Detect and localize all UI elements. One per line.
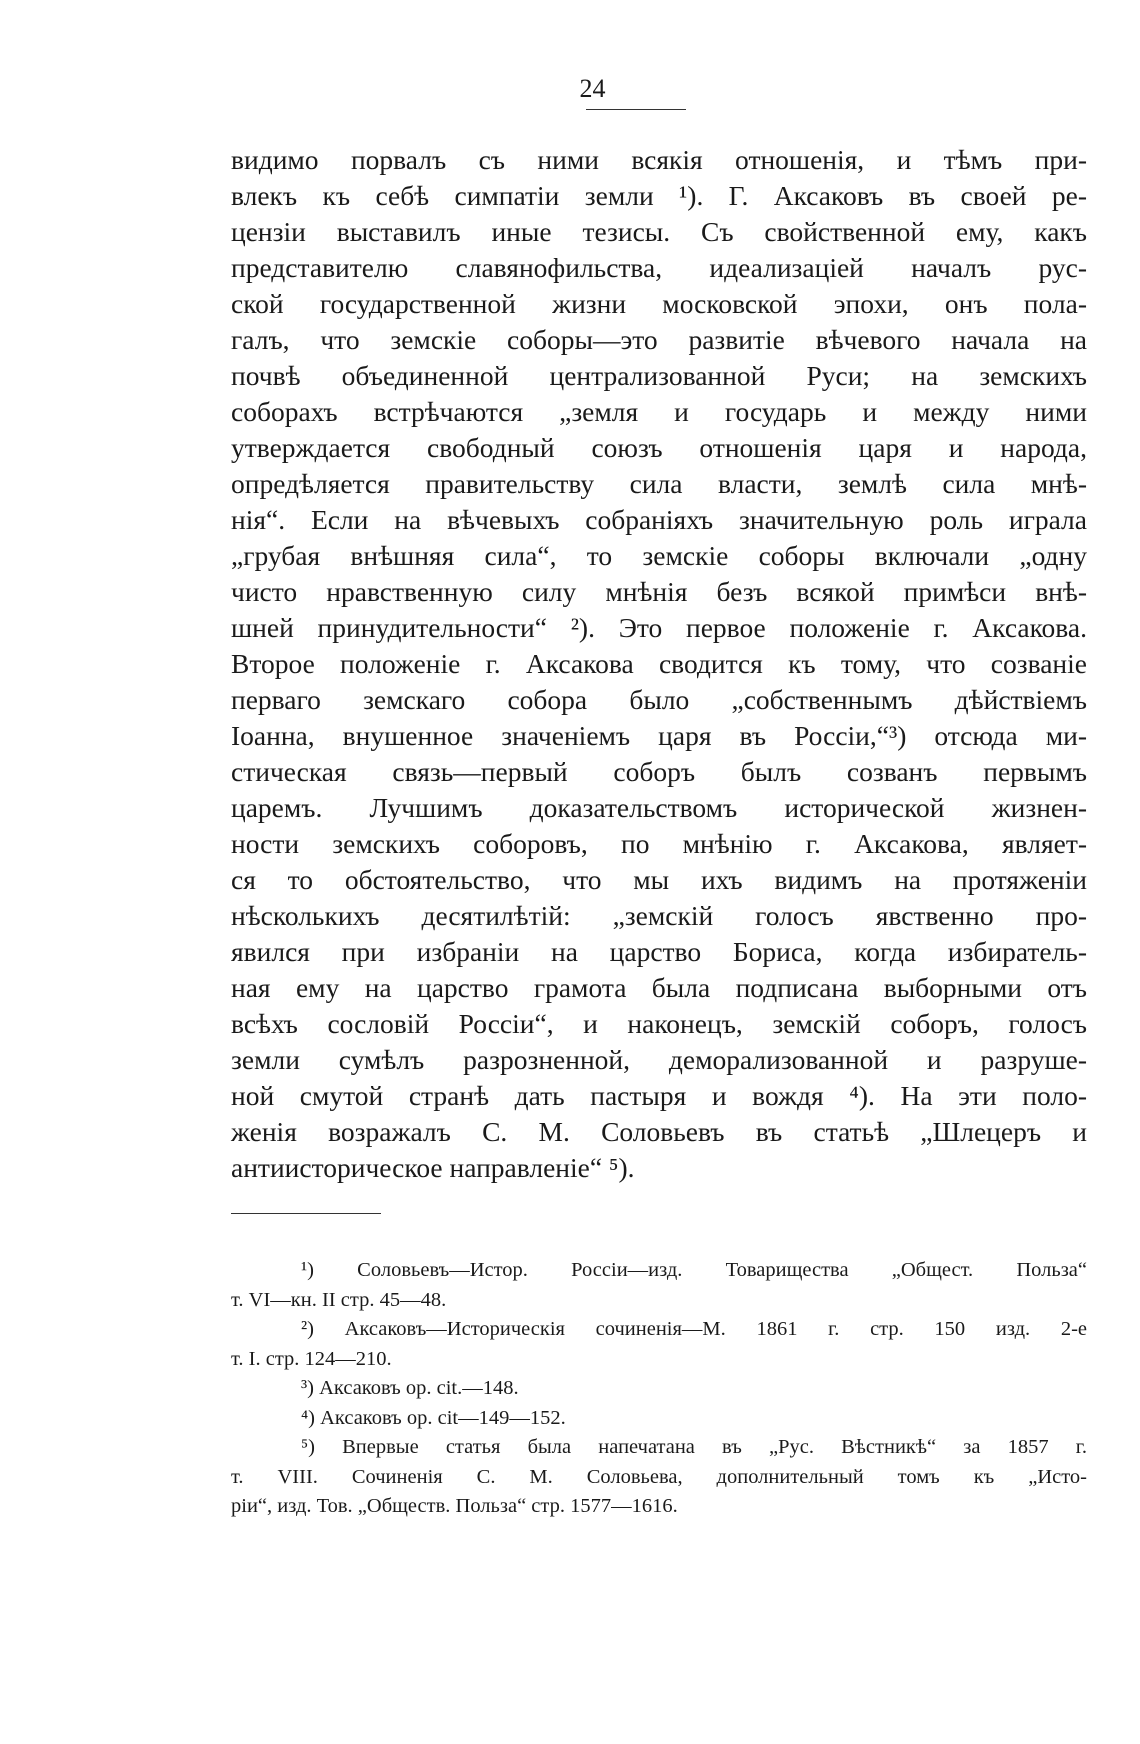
page-number: 24 <box>579 74 606 103</box>
text-line: цензіи выставилъ иные тезисы. Съ свойственной ему, какъ <box>231 216 1087 247</box>
footnote-line: т. VI—кн. II стр. 45—48. <box>231 1288 447 1311</box>
text-line: видимо порвалъ съ ними всякія отношенія, и тѣмъ при- <box>231 144 1087 175</box>
footnotes <box>231 1256 1087 1522</box>
main-text <box>231 142 1087 1186</box>
text-line: влекъ къ себѣ симпатіи земли ¹). Г. Аксаковъ въ своей ре- <box>231 180 1087 211</box>
text-line: Іоанна, внушенное значеніемъ царя въ Россіи,“³) отсюда ми- <box>231 720 1087 751</box>
text-line: явился при избраніи на царство Бориса, когда избиратель- <box>231 936 1087 967</box>
footnote-line: т. I. стр. 124—210. <box>231 1347 392 1370</box>
footnote-line: ріи“, изд. Тов. „Обществ. Польза“ стр. 1577—1616. <box>231 1495 678 1517</box>
text-line: царемъ. Лучшимъ доказательствомъ исторической жизнен- <box>231 792 1087 823</box>
text-line: ности земскихъ соборовъ, по мнѣнію г. Аксакова, являет- <box>231 828 1087 859</box>
footnote-line: ³) Аксаковъ op. cit.—148. <box>301 1377 519 1399</box>
text-line: опредѣляется правительству сила власти, землѣ сила мнѣ- <box>231 468 1087 499</box>
footnote-line: ⁴) Аксаковъ op. cit—149—152. <box>301 1406 566 1429</box>
text-line: земли сумѣлъ разрозненной, деморализованной и разруше- <box>231 1044 1087 1075</box>
text-line: представителю славянофильства, идеализаціей началъ рус- <box>231 252 1087 283</box>
text-line: шней принудительности“ ²). Это первое положеніе г. Аксакова. <box>231 612 1087 643</box>
text-line: всѣхъ сословій Россіи“, и наконецъ, земскій соборъ, голосъ <box>231 1008 1087 1039</box>
footnote-line: ²) Аксаковъ—Историческія сочиненія—М. 1861 г. стр. 150 изд. 2-е <box>301 1318 1087 1340</box>
footnote-separator <box>231 1213 381 1214</box>
text-line: нія“. Если на вѣчевыхъ собраніяхъ значительную роль играла <box>231 504 1087 535</box>
footnote-line: т. VIII. Сочиненія С. М. Соловьева, дополнительный томъ къ „Исто- <box>231 1465 1087 1488</box>
text-line: „грубая внѣшняя сила“, то земскіе соборы включали „одну <box>231 540 1087 571</box>
text-line: ной смутой странѣ дать пастыря и вождя ⁴). На эти поло- <box>231 1080 1087 1111</box>
text-line: утверждается свободный союзъ отношенія царя и народа, <box>231 432 1087 463</box>
text-line: нѣсколькихъ десятилѣтій: „земскій голосъ явственно про- <box>231 900 1087 931</box>
text-line: стическая связь—первый соборъ былъ созванъ первымъ <box>231 756 1087 787</box>
text-line: чисто нравственную силу мнѣнія безъ всякой примѣси внѣ- <box>231 576 1087 607</box>
text-line: антиисторическое направленіе“ ⁵). <box>231 1152 635 1183</box>
text-line: соборахъ встрѣчаются „земля и государь и между ними <box>231 396 1087 427</box>
text-line: женія возражалъ С. М. Соловьевъ въ статьѣ „Шлецеръ и <box>231 1116 1087 1147</box>
text-line: ся то обстоятельство, что мы ихъ видимъ на протяженіи <box>231 864 1087 895</box>
text-line: перваго земскаго собора было „собственнымъ дѣйствіемъ <box>231 684 1087 715</box>
text-line: Второе положеніе г. Аксакова сводится къ тому, что созваніе <box>231 648 1087 679</box>
footnote-line: ⁵) Впервые статья была напечатана въ „Рус. Вѣстникѣ“ за 1857 г. <box>301 1436 1087 1458</box>
page-number-rule <box>586 109 686 110</box>
footnote-line: ¹) Соловьевъ—Истор. Россіи—изд. Товарищества „Общест. Польза“ <box>301 1259 1087 1281</box>
text-line: ная ему на царство грамота была подписана выборными отъ <box>231 972 1087 1003</box>
text-line: галъ, что земскіе соборы—это развитіе вѣчевого начала на <box>231 324 1087 355</box>
text-line: почвѣ объединенной централизованной Руси; на земскихъ <box>231 360 1087 391</box>
text-line: ской государственной жизни московской эпохи, онъ пола- <box>231 288 1087 319</box>
